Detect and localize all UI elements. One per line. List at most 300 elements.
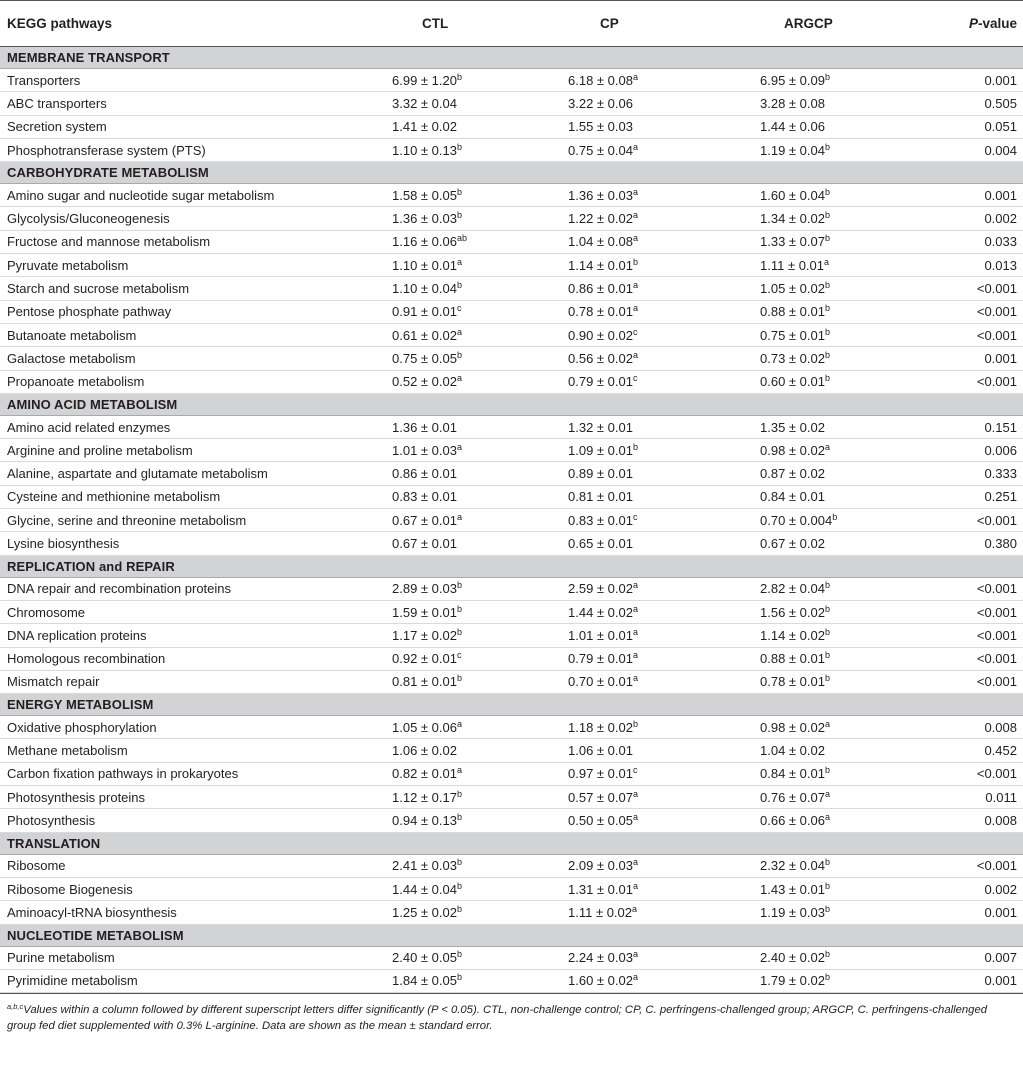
p-value: 0.001 [984, 350, 1017, 366]
pathway-name-cell [0, 207, 370, 230]
pathway-name: ABC transporters [7, 95, 107, 111]
p-value-cell [880, 762, 1023, 785]
argcp-value: 0.84 ± 0.01 [760, 766, 825, 782]
p-value-cell [880, 115, 1023, 138]
p-value-cell [880, 300, 1023, 323]
argcp-value: 1.19 ± 0.03 [760, 904, 825, 920]
cp-value-superscript: a [632, 857, 638, 868]
argcp-value-cell [700, 809, 880, 832]
ctl-value: 1.10 ± 0.04 [392, 281, 457, 297]
ctl-value: 0.92 ± 0.01 [392, 651, 457, 667]
cp-value-cell [520, 509, 700, 532]
pathway-name: Amino acid related enzymes [7, 419, 171, 435]
ctl-value-cell [370, 92, 520, 115]
ctl-value-cell [370, 69, 520, 92]
table-row [0, 415, 1023, 438]
cp-value: 1.06 ± 0.01 [568, 743, 633, 759]
cp-value: 1.01 ± 0.01 [568, 627, 633, 643]
table-row [0, 207, 1023, 230]
cp-value: 1.32 ± 0.01 [568, 419, 633, 435]
p-value: <0.001 [976, 651, 1017, 667]
cp-value-cell [520, 786, 700, 809]
ctl-value: 0.82 ± 0.01 [392, 766, 457, 782]
ctl-value: 1.12 ± 0.17 [392, 789, 457, 805]
pathway-name: Ribosome [7, 858, 66, 874]
cp-value-superscript: a [632, 972, 638, 983]
pathway-name-cell [0, 439, 370, 462]
ctl-value-cell [370, 138, 520, 161]
pathway-name-cell [0, 300, 370, 323]
cp-value-cell [520, 323, 700, 346]
section-title: AMINO ACID METABOLISM [0, 393, 1023, 415]
ctl-value: 1.06 ± 0.02 [392, 743, 457, 759]
cp-value: 1.60 ± 0.02 [568, 973, 633, 989]
ctl-value-cell [370, 716, 520, 739]
argcp-value: 0.75 ± 0.01 [760, 327, 825, 343]
cp-value-superscript: a [632, 949, 638, 960]
argcp-value-superscript: b [824, 580, 830, 591]
cp-value-cell [520, 300, 700, 323]
p-value-cell [880, 647, 1023, 670]
ctl-value: 1.44 ± 0.04 [392, 881, 457, 897]
cp-value-cell [520, 92, 700, 115]
argcp-value-superscript: b [832, 511, 838, 522]
ctl-value: 1.58 ± 0.05 [392, 187, 457, 203]
ctl-value-cell [370, 762, 520, 785]
argcp-value-cell [700, 854, 880, 877]
table-row [0, 300, 1023, 323]
ctl-value-superscript: a [456, 326, 462, 337]
table-row [0, 323, 1023, 346]
ctl-value-cell [370, 946, 520, 969]
pathway-name: Alanine, aspartate and glutamate metabolism [7, 466, 268, 482]
table-row [0, 462, 1023, 485]
ctl-value-superscript: b [456, 71, 462, 82]
pathway-name-cell [0, 69, 370, 92]
cp-value-superscript: b [632, 441, 638, 452]
pathway-name: Pentose phosphate pathway [7, 304, 172, 320]
p-value-cell [880, 809, 1023, 832]
p-value-cell [880, 877, 1023, 900]
ctl-value: 1.41 ± 0.02 [392, 119, 457, 135]
table-row [0, 901, 1023, 924]
cp-value-cell [520, 716, 700, 739]
pathway-name-cell [0, 323, 370, 346]
pathway-name-cell [0, 92, 370, 115]
cp-value-cell [520, 739, 700, 762]
section-header-row [0, 694, 1023, 716]
p-value: 0.380 [984, 535, 1017, 551]
pathway-name-cell [0, 647, 370, 670]
ctl-value: 0.52 ± 0.02 [392, 374, 457, 390]
pathway-name: Butanoate metabolism [7, 327, 137, 343]
argcp-value-superscript: b [824, 141, 830, 152]
ctl-value-cell [370, 207, 520, 230]
p-value: 0.033 [984, 234, 1017, 250]
ctl-value-cell [370, 786, 520, 809]
pathway-name: Mismatch repair [7, 674, 100, 690]
cp-value: 1.04 ± 0.08 [568, 234, 633, 250]
ctl-value-superscript: b [456, 972, 462, 983]
p-value-cell [880, 485, 1023, 508]
argcp-value-cell [700, 115, 880, 138]
argcp-value-superscript: b [824, 903, 830, 914]
argcp-value: 6.95 ± 0.09 [760, 72, 825, 88]
p-value: <0.001 [976, 766, 1017, 782]
cp-value-superscript: a [632, 880, 638, 891]
ctl-value-cell [370, 370, 520, 393]
ctl-value-superscript: c [456, 303, 462, 314]
section-title: REPLICATION and REPAIR [0, 555, 1023, 577]
p-value: 0.001 [984, 904, 1017, 920]
table-body [0, 47, 1023, 993]
cp-value: 0.81 ± 0.01 [568, 489, 633, 505]
argcp-value-superscript: b [824, 349, 830, 360]
ctl-value: 1.36 ± 0.01 [392, 419, 457, 435]
p-value: 0.505 [984, 95, 1017, 111]
table-row [0, 647, 1023, 670]
cp-value: 1.14 ± 0.01 [568, 257, 633, 273]
p-value: <0.001 [976, 374, 1017, 390]
argcp-value-superscript: a [824, 811, 830, 822]
pathway-name-cell [0, 809, 370, 832]
p-value-cell [880, 577, 1023, 600]
pathway-name-cell [0, 854, 370, 877]
ctl-value-cell [370, 901, 520, 924]
table-row [0, 786, 1023, 809]
pathway-name-cell [0, 277, 370, 300]
argcp-value-superscript: b [824, 857, 830, 868]
section-header-row [0, 924, 1023, 946]
p-value-cell [880, 92, 1023, 115]
cp-value-cell [520, 809, 700, 832]
cp-value: 0.86 ± 0.01 [568, 281, 633, 297]
cp-value-superscript: a [632, 303, 638, 314]
pathway-name-cell [0, 762, 370, 785]
header-p-value [880, 1, 1023, 47]
p-value-cell [880, 739, 1023, 762]
header-p-italic: P [968, 16, 978, 31]
header-pathway: KEGG pathways [0, 1, 370, 47]
argcp-value-superscript: b [824, 880, 830, 891]
table-row [0, 439, 1023, 462]
argcp-value: 1.79 ± 0.02 [760, 973, 825, 989]
ctl-value-superscript: b [456, 186, 462, 197]
p-value-cell [880, 184, 1023, 207]
ctl-value: 1.05 ± 0.06 [392, 719, 457, 735]
table-row [0, 716, 1023, 739]
section-title: CARBOHYDRATE METABOLISM [0, 162, 1023, 184]
ctl-value-superscript: a [456, 373, 462, 384]
pathway-name-cell [0, 184, 370, 207]
p-value: <0.001 [976, 604, 1017, 620]
ctl-value: 1.10 ± 0.01 [392, 257, 457, 273]
table-row [0, 946, 1023, 969]
section-title: MEMBRANE TRANSPORT [0, 47, 1023, 69]
argcp-value: 2.82 ± 0.04 [760, 581, 825, 597]
ctl-value-cell [370, 600, 520, 623]
pathway-name-cell [0, 415, 370, 438]
cp-value: 1.22 ± 0.02 [568, 211, 633, 227]
ctl-value: 0.91 ± 0.01 [392, 304, 457, 320]
ctl-value-cell [370, 969, 520, 992]
table-row [0, 184, 1023, 207]
argcp-value-superscript: a [824, 256, 830, 267]
argcp-value-superscript: b [824, 626, 830, 637]
p-value: 0.008 [984, 719, 1017, 735]
ctl-value-superscript: a [456, 765, 462, 776]
ctl-value-superscript: b [456, 141, 462, 152]
ctl-value-cell [370, 739, 520, 762]
ctl-value-superscript: a [456, 441, 462, 452]
argcp-value-cell [700, 532, 880, 555]
pathway-name: Homologous recombination [7, 651, 166, 667]
argcp-value: 1.04 ± 0.02 [760, 743, 825, 759]
cp-value-superscript: a [632, 349, 638, 360]
table-row [0, 670, 1023, 693]
argcp-value-cell [700, 300, 880, 323]
ctl-value: 0.67 ± 0.01 [392, 535, 457, 551]
ctl-value: 0.75 ± 0.05 [392, 350, 457, 366]
ctl-value: 1.16 ± 0.06 [392, 234, 457, 250]
cp-value-cell [520, 277, 700, 300]
argcp-value-cell [700, 624, 880, 647]
cp-value-superscript: a [632, 233, 638, 244]
argcp-value: 0.87 ± 0.02 [760, 466, 825, 482]
pathway-name-cell [0, 624, 370, 647]
cp-value: 0.75 ± 0.04 [568, 142, 633, 158]
ctl-value: 1.17 ± 0.02 [392, 627, 457, 643]
ctl-value-cell [370, 485, 520, 508]
argcp-value-superscript: b [824, 972, 830, 983]
table-row [0, 277, 1023, 300]
cp-value-superscript: c [632, 511, 638, 522]
pathway-name-cell [0, 462, 370, 485]
argcp-value-superscript: a [824, 441, 830, 452]
cp-value-cell [520, 647, 700, 670]
cp-value: 1.18 ± 0.02 [568, 719, 633, 735]
cp-value: 0.83 ± 0.01 [568, 512, 633, 528]
p-value-cell [880, 532, 1023, 555]
p-value: 0.007 [984, 950, 1017, 966]
cp-value-cell [520, 670, 700, 693]
ctl-value-cell [370, 854, 520, 877]
pathway-name-cell [0, 901, 370, 924]
argcp-value-superscript: b [824, 650, 830, 661]
p-value: 0.001 [984, 187, 1017, 203]
cp-value-cell [520, 969, 700, 992]
table-row [0, 877, 1023, 900]
argcp-value: 0.98 ± 0.02 [760, 719, 825, 735]
argcp-value: 0.73 ± 0.02 [760, 350, 825, 366]
cp-value: 1.36 ± 0.03 [568, 187, 633, 203]
argcp-value-superscript: b [824, 71, 830, 82]
ctl-value-superscript: b [456, 903, 462, 914]
pathway-name-cell [0, 532, 370, 555]
table-row [0, 485, 1023, 508]
pathway-name-cell [0, 670, 370, 693]
ctl-value: 0.86 ± 0.01 [392, 466, 457, 482]
cp-value-cell [520, 577, 700, 600]
argcp-value: 1.35 ± 0.02 [760, 419, 825, 435]
pathway-name: Propanoate metabolism [7, 374, 145, 390]
pathway-name: Photosynthesis proteins [7, 789, 146, 805]
table-row [0, 115, 1023, 138]
p-value: <0.001 [976, 512, 1017, 528]
ctl-value-cell [370, 115, 520, 138]
ctl-value: 6.99 ± 1.20 [392, 72, 457, 88]
argcp-value: 1.11 ± 0.01 [760, 257, 824, 273]
p-value-cell [880, 624, 1023, 647]
p-value-cell [880, 347, 1023, 370]
cp-value: 0.97 ± 0.01 [568, 766, 633, 782]
p-value-cell [880, 138, 1023, 161]
argcp-value-superscript: b [824, 603, 830, 614]
p-value: 0.002 [984, 211, 1017, 227]
ctl-value-superscript: c [456, 650, 462, 661]
argcp-value-cell [700, 370, 880, 393]
ctl-value: 0.61 ± 0.02 [392, 327, 457, 343]
p-value: 0.002 [984, 881, 1017, 897]
pathway-name: Glycine, serine and threonine metabolism [7, 512, 247, 528]
cp-value-cell [520, 207, 700, 230]
ctl-value-cell [370, 277, 520, 300]
pathway-name: Pyruvate metabolism [7, 257, 129, 273]
cp-value-cell [520, 439, 700, 462]
pathway-name-cell [0, 230, 370, 253]
cp-value-cell [520, 762, 700, 785]
argcp-value-cell [700, 969, 880, 992]
cp-value-cell [520, 254, 700, 277]
argcp-value-cell [700, 415, 880, 438]
argcp-value: 1.14 ± 0.02 [760, 627, 825, 643]
table-row [0, 600, 1023, 623]
cp-value-cell [520, 370, 700, 393]
cp-value: 1.44 ± 0.02 [568, 604, 633, 620]
ctl-value-cell [370, 877, 520, 900]
table-row [0, 532, 1023, 555]
argcp-value-superscript: b [824, 949, 830, 960]
ctl-value: 2.40 ± 0.05 [392, 950, 457, 966]
argcp-value-cell [700, 323, 880, 346]
cp-value-superscript: c [632, 765, 638, 776]
p-value-cell [880, 509, 1023, 532]
cp-value-superscript: a [632, 280, 638, 291]
cp-value: 0.50 ± 0.05 [568, 812, 633, 828]
cp-value: 2.24 ± 0.03 [568, 950, 633, 966]
ctl-value-cell [370, 670, 520, 693]
pathway-name-cell [0, 485, 370, 508]
ctl-value: 1.01 ± 0.03 [392, 442, 457, 458]
cp-value: 3.22 ± 0.06 [568, 95, 633, 111]
argcp-value-cell [700, 347, 880, 370]
argcp-value-superscript: b [824, 186, 830, 197]
cp-value-cell [520, 115, 700, 138]
header-p-rest: -value [977, 16, 1017, 31]
cp-value: 6.18 ± 0.08 [568, 72, 633, 88]
p-value: <0.001 [976, 674, 1017, 690]
cp-value-superscript: a [632, 141, 638, 152]
argcp-value: 1.56 ± 0.02 [760, 604, 825, 620]
cp-value: 0.79 ± 0.01 [568, 651, 633, 667]
cp-value: 0.56 ± 0.02 [568, 350, 633, 366]
pathway-name-cell [0, 877, 370, 900]
argcp-value-superscript: b [824, 373, 830, 384]
pathway-name: Photosynthesis [7, 812, 96, 828]
argcp-value-cell [700, 462, 880, 485]
cp-value-superscript: c [632, 373, 638, 384]
argcp-value: 1.19 ± 0.04 [760, 142, 825, 158]
argcp-value: 0.70 ± 0.004 [760, 512, 833, 528]
ctl-value-superscript: b [456, 603, 462, 614]
ctl-value: 1.84 ± 0.05 [392, 973, 457, 989]
argcp-value-superscript: b [824, 326, 830, 337]
table-row [0, 762, 1023, 785]
cp-value: 1.31 ± 0.01 [568, 881, 633, 897]
pathway-name: Lysine biosynthesis [7, 535, 120, 551]
cp-value-cell [520, 532, 700, 555]
cp-value-cell [520, 624, 700, 647]
ctl-value: 2.89 ± 0.03 [392, 581, 457, 597]
argcp-value-cell [700, 485, 880, 508]
pathway-name-cell [0, 739, 370, 762]
pathway-name-cell [0, 370, 370, 393]
p-value-cell [880, 415, 1023, 438]
cp-value-cell [520, 230, 700, 253]
p-value: 0.006 [984, 442, 1017, 458]
p-value-cell [880, 370, 1023, 393]
footnote-superscript: a,b,c [7, 1002, 24, 1012]
ctl-value: 0.67 ± 0.01 [392, 512, 457, 528]
argcp-value-cell [700, 901, 880, 924]
section-header-row [0, 47, 1023, 69]
section-header-row [0, 555, 1023, 577]
pathway-name: Chromosome [7, 604, 86, 620]
table-row [0, 509, 1023, 532]
section-title: TRANSLATION [0, 832, 1023, 854]
cp-value-superscript: a [632, 788, 638, 799]
ctl-value-superscript: ab [456, 233, 467, 244]
header-cp: CP [520, 1, 700, 47]
cp-value-cell [520, 184, 700, 207]
p-value: 0.004 [984, 142, 1017, 158]
header-argcp: ARGCP [700, 1, 880, 47]
table-footnote [0, 993, 1023, 1034]
table-row [0, 969, 1023, 992]
table-row [0, 92, 1023, 115]
table-row [0, 347, 1023, 370]
cp-value-superscript: a [632, 903, 638, 914]
table-row [0, 577, 1023, 600]
argcp-value-superscript: b [824, 673, 830, 684]
argcp-value-cell [700, 277, 880, 300]
cp-value-superscript: a [632, 603, 638, 614]
argcp-value-cell [700, 92, 880, 115]
pathway-name: Glycolysis/Gluconeogenesis [7, 211, 170, 227]
ctl-value-superscript: b [456, 626, 462, 637]
argcp-value-cell [700, 230, 880, 253]
ctl-value-superscript: b [456, 673, 462, 684]
p-value-cell [880, 439, 1023, 462]
pathway-name-cell [0, 347, 370, 370]
table-row [0, 739, 1023, 762]
p-value-cell [880, 786, 1023, 809]
argcp-value-cell [700, 716, 880, 739]
table-row [0, 809, 1023, 832]
cp-value: 0.70 ± 0.01 [568, 674, 633, 690]
p-value: 0.333 [984, 466, 1017, 482]
p-value-cell [880, 946, 1023, 969]
